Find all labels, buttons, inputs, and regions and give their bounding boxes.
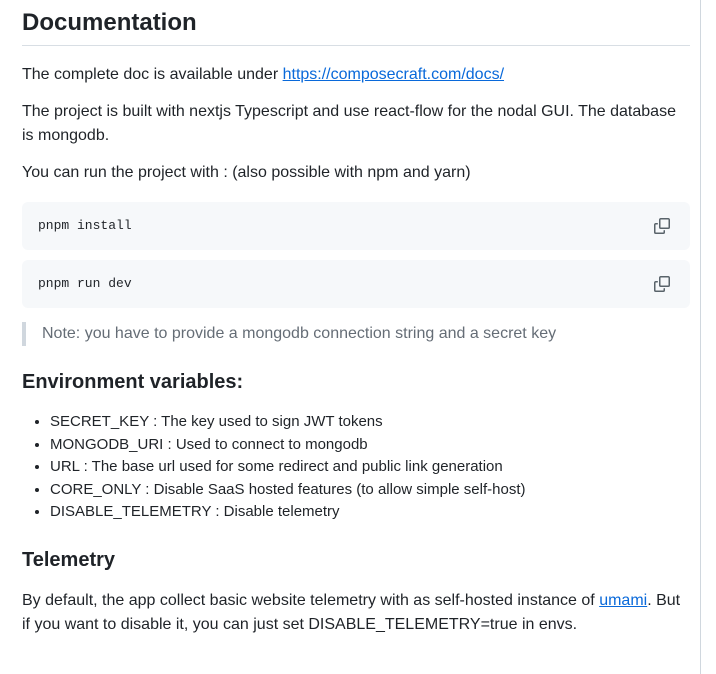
copy-button-run-dev[interactable] <box>654 276 670 292</box>
copy-icon <box>654 218 670 234</box>
page-title: Documentation <box>22 0 690 46</box>
doc-link-prefix-text: The complete doc is available under <box>22 66 283 83</box>
list-item-disable-telemetry: • DISABLE_TELEMETRY : Disable telemetry <box>50 501 690 524</box>
telemetry-heading: Telemetry <box>22 548 116 571</box>
copy-button-install[interactable] <box>654 218 670 234</box>
list-item-mongodb-uri: • MONGODB_URI : Used to connect to mongodb <box>50 434 690 457</box>
code-block-install <box>22 202 690 250</box>
note-blockquote: Note: you have to provide a mongodb connection string and a secret key <box>22 322 690 346</box>
telemetry-paragraph <box>22 589 690 637</box>
list-item-secret-key: • SECRET_KEY : The key used to sign JWT tokens <box>50 411 690 434</box>
intro-paragraph-run: You can run the project with : (also possible with npm and yarn) <box>22 164 471 181</box>
docs-link[interactable]: https://composecraft.com/docs/ <box>282 66 505 83</box>
list-item-url: • URL : The base url used for some redirect and public link generation <box>50 456 690 479</box>
telemetry-text-suffix: . But if you want to disable it, you can just set DISABLE_TELEMETRY=true in envs. <box>22 591 681 633</box>
umami-link[interactable]: umami <box>599 591 648 609</box>
list-item-core-only: • CORE_ONLY : Disable SaaS hosted features (to allow simple self-host) <box>50 479 690 502</box>
env-variables-list <box>22 411 690 524</box>
copy-icon <box>654 276 670 292</box>
code-text-run-dev: pnpm run dev <box>38 275 132 291</box>
intro-paragraph-stack: The project is built with nextjs Typescript and use react-flow for the nodal GUI. The database is mongodb. <box>22 103 676 144</box>
env-variables-heading: Environment variables: <box>22 371 244 393</box>
telemetry-text-prefix: By default, the app collect basic website telemetry with as self-hosted instance of <box>22 591 600 609</box>
intro-paragraph-doc-link <box>22 63 690 87</box>
code-text-install: pnpm install <box>38 217 132 233</box>
code-block-run-dev <box>22 260 690 308</box>
